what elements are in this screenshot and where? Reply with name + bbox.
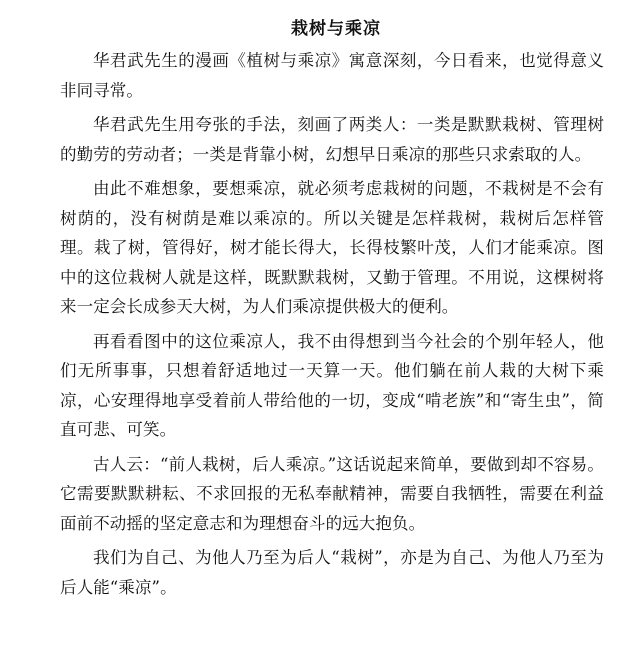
paragraph-6: 我们为自己、为他人乃至为后人“栽树”，亦是为自己、为他人乃至为后人能“乘凉”。	[60, 548, 604, 597]
paragraph-3: 由此不难想象，要想乘凉，就必须考虑栽树的问题，不栽树是不会有树荫的，没有树荫是难以乘凉的。所以关键是怎样栽树，栽树后怎样管理。栽了树，管得好，树才能长得大，长得枝繁叶茂，人们才能乘凉。图中的这位栽树人就是这样，既默默栽树，又勤于管理。不用说，这棵树将来一定会长成参天大树，为人们乘凉提供极大的便利。	[60, 179, 604, 316]
paragraph-2: 华君武先生用夸张的手法，刻画了两类人：一类是默默栽树、管理树的勤劳的劳动者；一类是背靠小树，幻想早日乘凉的那些只求索取的人。	[60, 115, 604, 164]
paragraph-4: 再看看图中的这位乘凉人，我不由得想到当今社会的个别年轻人，他们无所事事，只想着舒适地过一天算一天。他们躺在前人栽的大树下乘凉，心安理得地享受着前人带给他的一切，变成“啃老族”和“寄生虫”，简直可悲、可笑。	[60, 331, 604, 439]
paragraph-5: 古人云：“前人栽树，后人乘凉。”这话说起来简单，要做到却不容易。它需要默默耕耘、不求回报的无私奉献精神，需要自我牺牲，需要在利益面前不动摇的坚定意志和为理想奋斗的远大抱负。	[60, 454, 604, 533]
article-title: 栽树与乘凉	[291, 19, 381, 39]
paragraph-1: 华君武先生的漫画《植树与乘凉》寓意深刻，今日看来，也觉得意义非同寻常。	[60, 51, 604, 100]
